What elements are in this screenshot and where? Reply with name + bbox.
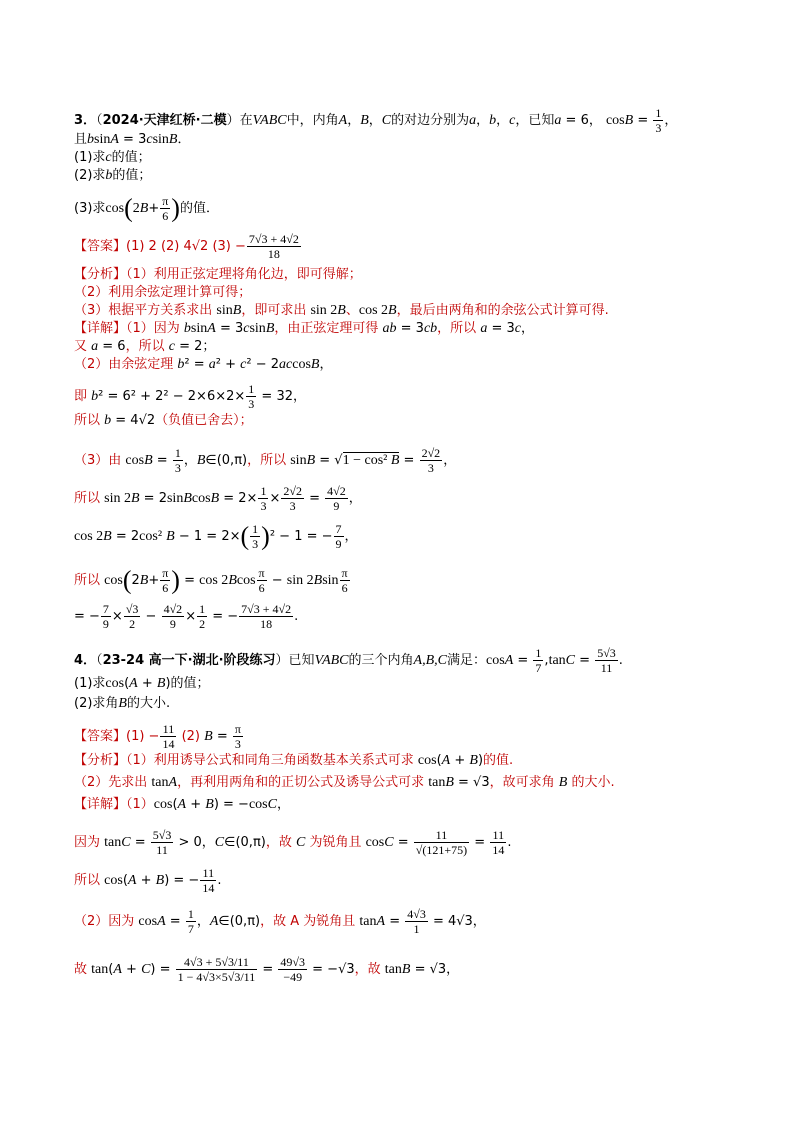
q3-detail-3: （2）由余弦定理 b² = a² + c² − 2accosB， — [74, 357, 333, 372]
q3-stem-line2: 且bsinA = 3csinB． — [74, 132, 191, 147]
q3-detail-9: 所以 cos(2B+ $\frac{\pi}{6}$ ) = cos 2Bcos $\frac{\pi}{6}$ − sin 2Bsin $\frac{\pi}{6}$ — [74, 565, 348, 595]
q4-part1: (1)求cos(A + B)的值； — [74, 676, 210, 691]
q3-answer: 【答案】(1) 2 (2) 4√2 (3) − $\frac{7√3 + 4√2}{18}$ — [74, 232, 299, 261]
q4-part2: (2)求角B的大小. — [74, 696, 171, 711]
q3-part1: (1)求c的值； — [74, 150, 151, 165]
q4-detail-5: 故 tan(A + C) = $\frac{4√3 + 5√3/11}{1 - 4√3\times 5√3/11}$ = $\frac{49√3}{-49}$ = −√3，故 tanB = √3， — [74, 955, 460, 984]
q4-detail-1: 【详解】（1）cos(A + B) = −cosC， — [74, 797, 290, 812]
q3-part3: (3)求cos(2B+ $\frac{\pi}{6}$ )的值． — [74, 193, 219, 223]
q3-stem-line1: 3．（2024·天津红桥·二模）在VABC中，内角A，B，C的对边分别为a，b，c，已知a = 6， cosB = $\frac{1}{3}$ ， — [74, 106, 678, 135]
q3-detail-7: 所以 sin 2B = 2sinBcosB = 2× $\frac{1}{3}$ × $\frac{2√2}{3}$ = $\frac{4√2}{9}$ ， — [74, 484, 362, 513]
q3-part2: (2)求b的值； — [74, 168, 152, 183]
q4-detail-2: 因为 tanC = $\frac{5√3}{11}$ > 0，C∈(0,π)，故 C 为锐角且 cosC = $\frac{11}{√(121+75)}$ = $\frac{11}{14}$ . — [74, 828, 512, 857]
q3-detail-10: = − $\frac{7}{9}$ × $\frac{√3}{2}$ − $\frac{4√2}{9}$ × $\frac{1}{2}$ = − $\frac{7√3 + 4√2}{18}$ . — [74, 602, 299, 631]
q3-detail-1: 【详解】（1）因为 bsinA = 3csinB，由正弦定理可得 ab = 3cb，所以 a = 3c， — [74, 321, 534, 336]
q3-analysis-1: 【分析】（1）利用正弦定理将角化边，即可得解； — [74, 267, 362, 282]
q3-analysis-2: （2）利用余弦定理计算可得； — [74, 285, 252, 300]
q4-analysis-1: 【分析】（1）利用诱导公式和同角三角函数基本关系式可求 cos(A + B)的值. — [74, 753, 514, 768]
q3-analysis-3: （3）根据平方关系求出 sinB，即可求出 sin 2B、cos 2B，最后由两角和的余弦公式计算可得. — [74, 303, 609, 318]
q3-detail-2: 又 a = 6，所以 c = 2； — [74, 339, 216, 354]
q3-detail-4: 即 b² = 6² + 2² − 2×6×2× $\frac{1}{3}$ = 32， — [74, 382, 306, 411]
q3-detail-5: 所以 b = 4√2（负值已舍去）； — [74, 413, 253, 428]
q4-stem-line1: 4．（23-24 高一下·湖北·阶段练习）已知VABC的三个内角A,B,C满足：cosA = $\frac{1}{7}$ ,tanC = $\frac{5√3}{11}$ . — [74, 646, 623, 675]
q4-analysis-2: （2）先求出 tanA，再利用两角和的正切公式及诱导公式可求 tanB = √3，故可求角 B 的大小. — [74, 775, 615, 790]
q4-detail-3: 所以 cos(A + B) = − $\frac{11}{14}$ . — [74, 866, 222, 895]
q4-answer: 【答案】(1) − $\frac{11}{14}$ (2) B = $\frac{\pi}{3}$ — [74, 722, 241, 751]
q3-detail-8: cos 2B = 2cos² B − 1 = 2×( $\frac{1}{3}$ )² − 1 = − $\frac{7}{9}$ ， — [74, 521, 358, 551]
q4-detail-4: （2）因为 cosA = $\frac{1}{7}$ ，A∈(0,π)，故 A 为锐角且 tanA = $\frac{4√3}{1}$ = 4√3， — [74, 907, 486, 936]
q3-detail-6: （3）由 cosB = $\frac{1}{3}$ ，B∈(0,π)，所以 sinB = √1 − cos² B = $\frac{2√2}{3}$ ， — [74, 446, 457, 475]
